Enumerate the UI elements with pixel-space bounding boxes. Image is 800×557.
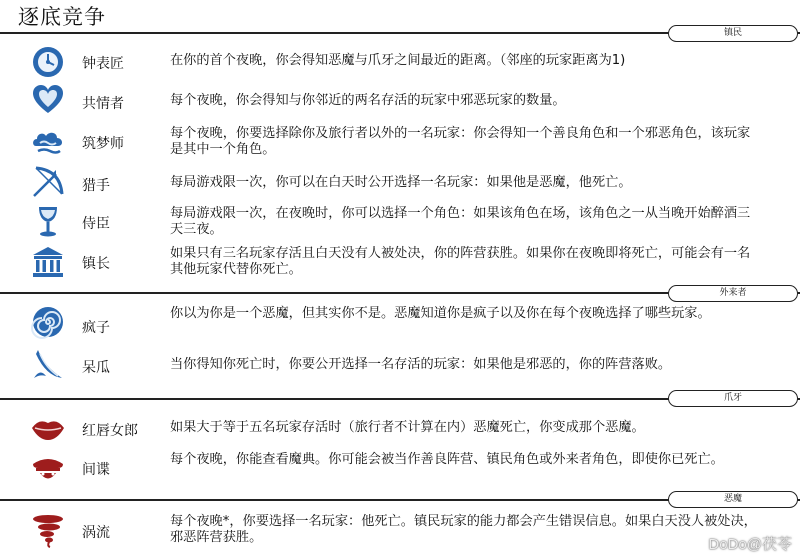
role-name: 侍臣 bbox=[82, 216, 110, 232]
banana-icon bbox=[30, 346, 66, 382]
lips-icon bbox=[30, 410, 66, 446]
role-name: 间谍 bbox=[82, 462, 110, 478]
role-ability: 每个夜晚，你会得知与你邻近的两名存活的玩家中邪恶玩家的数量。 bbox=[170, 93, 566, 108]
section-tab-minion: 爪牙 bbox=[668, 390, 798, 407]
section-tab-townsfolk: 镇民 bbox=[668, 25, 798, 42]
role-ability: 每局游戏限一次，在夜晚时，你可以选择一个角色：如果该角色在场，该角色之一从当晚开始醉酒三天三夜。 bbox=[170, 206, 751, 237]
role-name: 筑梦师 bbox=[82, 136, 124, 152]
clock-icon bbox=[30, 44, 66, 80]
role-name: 红唇女郎 bbox=[82, 423, 138, 439]
role-name: 涡流 bbox=[82, 525, 110, 541]
role-ability: 如果大于等于五名玩家存活时（旅行者不计算在内）恶魔死亡，你变成那个恶魔。 bbox=[170, 420, 645, 435]
goblet-icon bbox=[30, 204, 66, 240]
role-name: 呆瓜 bbox=[82, 360, 110, 376]
spiral-icon bbox=[30, 304, 66, 340]
role-ability: 在你的首个夜晚，你会得知恶魔与爪牙之间最近的距离。（邻座的玩家距离为1) bbox=[170, 53, 626, 68]
role-name: 镇长 bbox=[82, 256, 110, 272]
section-tab-demon: 恶魔 bbox=[668, 491, 798, 508]
role-ability: 每个夜晚*，你要选择一名玩家：他死亡。镇民玩家的能力都会产生错误信息。如果白天没人被处决，邪恶阵营获胜。 bbox=[170, 514, 757, 545]
spy-icon bbox=[30, 450, 66, 486]
role-ability: 每个夜晚，你能查看魔典。你可能会被当作善良阵营、镇民角色或外来者角色，即使你已死亡。 bbox=[170, 452, 724, 467]
role-name: 猎手 bbox=[82, 178, 110, 194]
crossbow-icon bbox=[30, 164, 66, 200]
section-tab-outsider: 外来者 bbox=[668, 285, 798, 302]
role-name: 共情者 bbox=[82, 96, 124, 112]
watermark: DoDo@茯苓 bbox=[708, 536, 792, 553]
vortex-icon bbox=[30, 512, 66, 548]
script-title: 逐底竞争 bbox=[18, 5, 106, 29]
heart-icon bbox=[30, 82, 66, 118]
cloud-icon bbox=[30, 124, 66, 160]
role-ability: 如果只有三名玩家存活且白天没有人被处决，你的阵营获胜。如果你在夜晚即将死亡，可能会有一名其他玩家代替你死亡。 bbox=[170, 246, 751, 277]
role-ability: 当你得知你死亡时，你要公开选择一名存活的玩家：如果他是邪恶的，你的阵营落败。 bbox=[170, 357, 672, 372]
role-ability: 每局游戏限一次，你可以在白天时公开选择一名玩家：如果他是恶魔，他死亡。 bbox=[170, 175, 632, 190]
temple-icon bbox=[30, 244, 66, 280]
role-name: 疯子 bbox=[82, 320, 110, 336]
role-name: 钟表匠 bbox=[82, 56, 124, 72]
role-ability: 每个夜晚，你要选择除你及旅行者以外的一名玩家：你会得知一个善良角色和一个邪恶角色，该玩家是其中一个角色。 bbox=[170, 126, 751, 157]
role-ability: 你以为你是一个恶魔，但其实你不是。恶魔知道你是疯子以及你在每个夜晚选择了哪些玩家。 bbox=[170, 306, 711, 321]
